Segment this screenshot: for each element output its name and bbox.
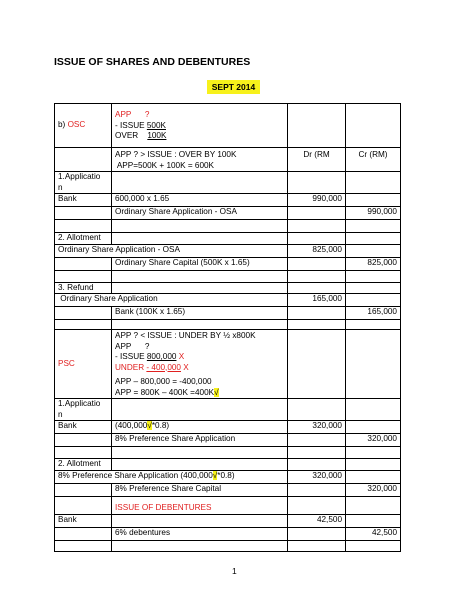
psc-calculation-cell	[112, 330, 288, 399]
osc-refund-cr: 165,000	[346, 307, 401, 320]
document-title: ISSUE OF SHARES AND DEBENTURES	[54, 56, 251, 68]
table-row	[55, 434, 401, 447]
osc-calculation-cell	[112, 104, 288, 148]
osc-allot-cr-desc: Ordinary Share Capital (500K x 1.65)	[112, 257, 288, 270]
table-row	[55, 257, 401, 270]
osc-refund-dr: 165,000	[288, 294, 346, 307]
psc-line3-value: 800,000	[146, 352, 177, 361]
check-mark-icon: √	[212, 470, 218, 480]
deb-cr: 42,500	[346, 527, 401, 540]
psc-line6-prefix: APP = 800K – 400K =400K	[115, 387, 215, 397]
psc-x-mark-1: X	[178, 352, 185, 361]
psc-bank-dr: 320,000	[288, 421, 346, 434]
date-highlight-label: SEPT 2014	[207, 80, 260, 94]
debentures-heading: ISSUE OF DEBENTURES	[112, 496, 288, 514]
osc-label: OSC	[67, 120, 86, 130]
table-row	[55, 459, 401, 471]
table-row	[55, 496, 401, 514]
table-row	[55, 282, 401, 294]
check-mark-icon: √	[147, 421, 152, 430]
psc-line5: APP – 800,000 = -400,000	[115, 377, 212, 386]
table-row	[55, 270, 401, 282]
deb-bank-label: Bank	[55, 514, 112, 527]
osc-note-line1: APP ? > ISSUE : OVER BY 100K	[115, 150, 237, 159]
osc-app-line: APP ?	[115, 110, 150, 119]
osc-refund-cr-desc: Bank (100K x 1.65)	[112, 307, 288, 320]
table-row	[55, 447, 401, 459]
osc-note-line2: APP=500K + 100K = 600K	[115, 160, 215, 170]
table-row	[55, 104, 401, 148]
psc-bank-desc-suffix: *0.8)	[151, 421, 170, 430]
osc-osa-desc: Ordinary Share Application - OSA	[112, 207, 288, 220]
osc-note-cell	[112, 148, 288, 172]
table-row	[55, 470, 401, 483]
osc-over-value: 100K	[147, 131, 167, 140]
psc-step2-label: 2. Allotment	[55, 459, 112, 471]
cr-header: Cr (RM)	[346, 148, 401, 172]
osc-bank-label: Bank	[55, 194, 112, 207]
table-row	[55, 320, 401, 330]
osc-step3-label: 3. Refund	[55, 282, 112, 294]
journal-table	[54, 103, 401, 552]
osc-label-prefix: b)	[58, 120, 68, 130]
table-row	[55, 207, 401, 220]
psc-app-cr-desc: 8% Preference Share Application	[112, 434, 288, 447]
page-number: 1	[232, 566, 237, 576]
table-row	[55, 540, 401, 551]
osc-osa-cr: 990,000	[346, 207, 401, 220]
osc-issue-value: 500K	[146, 120, 166, 130]
table-row	[55, 194, 401, 207]
psc-allot-cr: 320,000	[346, 483, 401, 496]
psc-app-cr: 320,000	[346, 434, 401, 447]
psc-line2: APP ?	[115, 341, 150, 351]
table-row	[55, 421, 401, 434]
table-row	[55, 148, 401, 172]
table-row	[55, 483, 401, 496]
psc-allot-dr: 320,000	[288, 470, 346, 483]
psc-bank-label: Bank	[55, 421, 112, 434]
osc-step2-label: 2. Allotment	[55, 233, 112, 245]
table-row	[55, 233, 401, 245]
osc-allot-dr-desc: Ordinary Share Application - OSA	[55, 244, 288, 257]
psc-line4-value: - 400,000	[146, 362, 181, 372]
check-mark-icon: √	[214, 387, 219, 397]
table-row	[55, 294, 401, 307]
psc-line3-prefix: - ISSUE	[115, 352, 147, 361]
table-row	[55, 514, 401, 527]
psc-bank-desc-prefix: (400,000	[115, 421, 148, 430]
psc-step1-label: 1.Applicatio n	[55, 399, 112, 421]
psc-x-mark-2: X	[183, 362, 189, 372]
deb-desc: 6% debentures	[112, 527, 288, 540]
osc-label-cell	[55, 104, 112, 148]
table-row	[55, 307, 401, 320]
osc-allot-cr: 825,000	[346, 257, 401, 270]
psc-line1: APP ? < ISSUE : UNDER BY ½ x800K	[115, 331, 256, 340]
osc-step1-label: 1.Applicatio n	[55, 172, 112, 194]
osc-bank-dr: 990,000	[288, 194, 346, 207]
table-row	[55, 330, 401, 399]
osc-allot-dr: 825,000	[288, 244, 346, 257]
psc-allot-dr-suffix: *0.8)	[217, 470, 235, 480]
osc-over-prefix: OVER	[115, 131, 148, 140]
psc-bank-desc-cell	[112, 421, 288, 434]
psc-allot-dr-desc-cell	[55, 470, 288, 483]
psc-allot-cr-desc: 8% Preference Share Capital	[112, 483, 288, 496]
psc-label: PSC	[55, 330, 112, 399]
psc-allot-dr-prefix: 8% Preference Share Application (400,000	[58, 470, 213, 480]
table-row	[55, 527, 401, 540]
table-row	[55, 244, 401, 257]
table-row	[55, 399, 401, 421]
table-row	[55, 220, 401, 233]
dr-header: Dr (RM	[288, 148, 346, 172]
table-row	[55, 172, 401, 194]
osc-issue-prefix: - ISSUE	[115, 120, 147, 130]
deb-bank-dr: 42,500	[288, 514, 346, 527]
osc-bank-desc: 600,000 x 1.65	[112, 194, 288, 207]
osc-refund-dr-desc: Ordinary Share Application	[55, 294, 288, 307]
psc-line4-prefix: UNDER	[115, 362, 147, 372]
